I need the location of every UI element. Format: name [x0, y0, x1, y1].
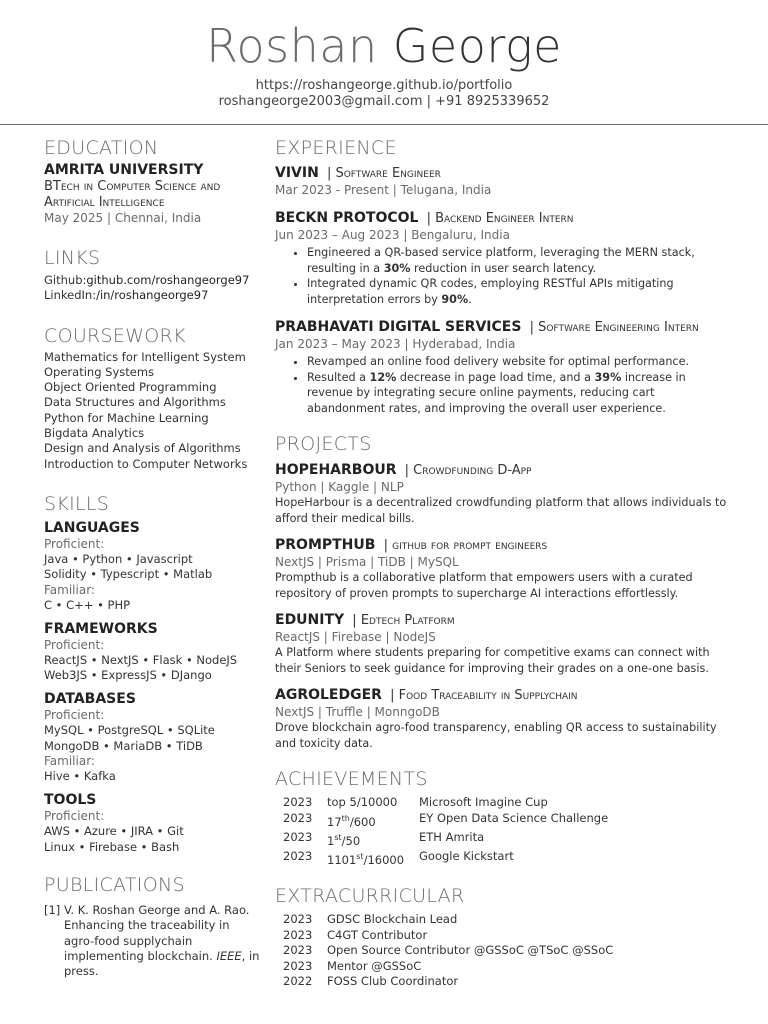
publication-number: [1]	[44, 902, 61, 917]
project-tag: Edtech Platform	[360, 613, 455, 628]
role-title: Software Engineering Intern	[538, 320, 699, 335]
role-separator: |	[525, 320, 539, 335]
experience-bullet	[307, 354, 735, 370]
skill-list: MySQL • PostgreSQL • SQLite	[44, 723, 215, 738]
skill-list: MongoDB • MariaDB • TiDB	[44, 738, 203, 753]
project-header	[275, 684, 735, 705]
project-entry	[275, 534, 735, 601]
skills-groups	[44, 519, 266, 855]
extracurricular-text: Open Source Contributor @GSSoC @TSoC @SSoC	[327, 943, 614, 958]
education-dates: May 2025 | Chennai, India	[44, 211, 202, 225]
publications-heading: PUBLICATIONS	[44, 873, 185, 896]
skill-group-title: FRAMEWORKS	[44, 620, 158, 637]
skills-heading: SKILLS	[44, 492, 110, 515]
achievement-rank	[327, 849, 419, 868]
achievement-year: 2023	[283, 810, 313, 825]
achievement-row	[283, 849, 608, 868]
github-label: Github:	[44, 273, 87, 287]
bullet-metric: 39%	[594, 370, 622, 384]
extracurricular-text: GDSC Blockchain Lead	[327, 912, 458, 927]
extracurricular-table	[283, 912, 613, 990]
role-separator: |	[322, 166, 336, 181]
extracurricular-row	[283, 974, 613, 990]
bullet-metric: 12%	[369, 370, 397, 384]
extracurricular-year: 2023	[283, 927, 313, 942]
project-stack: NextJS | Prisma | TiDB | MySQL	[275, 555, 459, 569]
project-description: Drove blockchain agro-food transparency, enabling QR access to sustainability and toxicity data.	[275, 721, 717, 750]
experience-meta: Jan 2023 – May 2023 | Hyderabad, India	[275, 337, 516, 351]
bullet-text: Resulted a	[307, 370, 370, 384]
achievement-event: Google Kickstart	[419, 849, 514, 864]
project-entry	[275, 459, 735, 526]
bullet-text: Integrated dynamic QR codes, employing RESTful APIs mitigating interpretation errors by	[307, 277, 674, 306]
achievements-table	[283, 795, 608, 868]
experience-bullets	[275, 245, 735, 307]
school-name: AMRITA UNIVERSITY	[44, 162, 204, 178]
achievement-rank	[327, 830, 419, 849]
education-heading: EDUCATION	[44, 137, 159, 159]
extracurricular-row	[283, 943, 613, 959]
achievement-row	[283, 795, 608, 811]
achievement-rank	[327, 795, 419, 811]
bullet-text: .	[468, 292, 472, 306]
experience-header	[275, 162, 735, 183]
coursework-item: Bigdata Analytics	[44, 426, 145, 441]
bullet-text: reduction in user search latency.	[410, 261, 597, 275]
extracurricular-text: FOSS Club Coordinator	[327, 974, 459, 989]
right-column	[275, 136, 735, 990]
resume-header	[0, 0, 768, 125]
company-name: PRABHAVATI DIGITAL SERVICES	[275, 319, 522, 335]
project-stack: Python | Kaggle | NLP	[275, 480, 404, 494]
skill-level-label: Proficient:	[44, 536, 105, 551]
rank-total: /16000	[363, 852, 405, 867]
coursework-item: Object Oriented Programming	[44, 380, 217, 395]
skill-list: Web3JS • ExpressJS • DJango	[44, 668, 212, 683]
role-title: Software Engineer	[335, 166, 441, 181]
skill-list: C • C++ • PHP	[44, 597, 131, 612]
bullet-text: increase in revenue by integrating secure online payments, reducing cart abandonment rates, and improving the overall user experience.	[307, 370, 686, 415]
extracurricular-text: Mentor @GSSoC	[327, 958, 422, 973]
project-entry	[275, 684, 735, 751]
publication-status: , in press.	[64, 948, 260, 979]
project-name: EDUNITY	[275, 612, 345, 628]
extracurricular-row	[283, 928, 613, 944]
bullet-metric: 30%	[383, 261, 411, 275]
extracurricular-year: 2023	[283, 912, 313, 927]
coursework-item: Mathematics for Intelligent System	[44, 349, 246, 364]
linkedin-link[interactable]	[44, 288, 266, 303]
publication-entry	[44, 903, 266, 979]
company-name: VIVIN	[275, 165, 319, 181]
project-description: Prompthub is a collaborative platform that empowers users with a curated repository of proven prompts to supercharge AI interactions effortlessly.	[275, 571, 693, 600]
rank-value: 1101	[327, 852, 357, 867]
project-header	[275, 459, 735, 480]
experience-bullets	[275, 354, 735, 416]
achievement-year: 2023	[283, 829, 313, 844]
skill-level-label: Familiar:	[44, 754, 95, 769]
coursework-item: Python for Machine Learning	[44, 410, 209, 425]
project-entry	[275, 609, 735, 676]
achievement-rank	[327, 811, 419, 830]
project-tag: github for prompt engineers	[392, 538, 548, 553]
company-name: BECKN PROTOCOL	[275, 210, 419, 226]
rank-total: /600	[349, 814, 376, 829]
extracurricular-text: C4GT Contributor	[327, 927, 428, 942]
experience-entry	[275, 162, 735, 198]
experience-bullet	[307, 276, 735, 307]
experience-meta: Mar 2023 - Present | Telugana, India	[275, 183, 492, 197]
left-column	[44, 136, 266, 979]
experience-meta: Jun 2023 – Aug 2023 | Bengaluru, India	[275, 228, 510, 242]
role-title: Backend Engineer Intern	[435, 211, 574, 226]
bullet-text: Revamped an online food delivery website for optimal performance.	[307, 355, 690, 368]
github-url[interactable]: github.com/roshangeorge97	[86, 273, 250, 287]
bullet-metric: 90%	[441, 292, 469, 306]
experience-entry	[275, 207, 735, 307]
skill-list: Java • Python • Javascript	[44, 551, 193, 566]
project-separator: |	[348, 613, 361, 628]
extracurricular-heading: EXTRACURRICULAR	[275, 885, 465, 908]
achievement-event: ETH Amrita	[419, 829, 485, 844]
experience-header	[275, 316, 735, 337]
skill-level-label: Proficient:	[44, 637, 105, 652]
achievement-row	[283, 811, 608, 830]
project-header	[275, 534, 735, 555]
github-link[interactable]	[44, 273, 266, 288]
candidate-name	[0, 18, 768, 74]
experience-entry	[275, 316, 735, 416]
rank-total: /50	[341, 833, 361, 848]
linkedin-label: LinkedIn:	[44, 288, 97, 303]
degree: BTech in Computer Science and Artificial Intelligence	[44, 179, 221, 210]
linkedin-url[interactable]: /in/roshangeorge97	[96, 288, 209, 303]
rank-ordinal: st	[334, 832, 342, 842]
skill-group-title: TOOLS	[44, 792, 97, 809]
skill-list: Solidity • Typescript • Matlab	[44, 567, 213, 582]
experience-bullet	[307, 370, 735, 417]
achievement-year: 2023	[283, 795, 313, 809]
extracurricular-year: 2022	[283, 974, 313, 989]
project-name: AGROLEDGER	[275, 687, 382, 703]
project-header	[275, 609, 735, 630]
links-heading: LINKS	[44, 247, 101, 269]
coursework-item: Introduction to Computer Networks	[44, 456, 248, 471]
experience-heading: EXPERIENCE	[275, 137, 397, 159]
project-separator: |	[385, 688, 399, 703]
skill-level-label: Familiar:	[44, 582, 95, 597]
extracurricular-year: 2023	[283, 943, 313, 958]
project-description: HopeHarbour is a decentralized crowdfunding platform that allows individuals to afford their medical bills.	[275, 496, 727, 525]
bullet-text: Engineered a QR-based service platform, leveraging the MERN stack, resulting in a	[307, 246, 695, 275]
extracurricular-year: 2023	[283, 958, 313, 973]
project-name: HOPEHARBOUR	[275, 462, 397, 478]
achievement-row	[283, 830, 608, 849]
project-separator: |	[379, 538, 393, 553]
publications-list	[44, 903, 266, 979]
project-stack: NextJS | Truffle | MonngoDB	[275, 705, 440, 719]
project-stack: ReactJS | Firebase | NodeJS	[275, 630, 436, 644]
rank-ordinal: th	[341, 813, 350, 823]
experience-header	[275, 207, 735, 228]
extracurricular-row	[283, 959, 613, 975]
project-tag: Crowdfunding D-App	[413, 463, 532, 478]
project-description: A Platform where students preparing for competitive exams can connect with their Seniors to seek guidance for improving their grades on a one-one basis.	[275, 646, 710, 675]
extracurricular-row	[283, 912, 613, 928]
skill-list: ReactJS • NextJS • Flask • NodeJS	[44, 652, 238, 667]
coursework-heading: COURSEWORK	[44, 324, 186, 347]
project-name: PROMPTHUB	[275, 537, 376, 553]
bullet-text: decrease in page load time, and a	[396, 370, 595, 384]
contact-line: roshangeorge2003@gmail.com | +91 8925339652	[218, 94, 550, 109]
projects-list	[275, 459, 735, 751]
coursework-item: Design and Analysis of Algorithms	[44, 441, 241, 456]
achievement-year: 2023	[283, 849, 313, 864]
achievement-event: EY Open Data Science Challenge	[419, 810, 609, 825]
skill-list: Hive • Kafka	[44, 769, 116, 784]
last-name: George	[392, 19, 562, 73]
experience-list	[275, 162, 735, 416]
coursework-item: Data Structures and Algorithms	[44, 395, 226, 410]
skill-group-title: LANGUAGES	[44, 519, 140, 536]
achievement-event: Microsoft Imagine Cup	[419, 795, 548, 809]
role-separator: |	[422, 211, 436, 226]
coursework-list	[44, 350, 266, 472]
achievements-heading: ACHIEVEMENTS	[275, 768, 428, 790]
portfolio-link[interactable]: https://roshangeorge.github.io/portfolio	[255, 78, 513, 93]
rank-value: 1	[327, 833, 335, 848]
project-tag: Food Traceability in Supplychain	[398, 688, 578, 703]
contact-block	[0, 78, 768, 110]
skill-level-label: Proficient:	[44, 809, 105, 824]
first-name: Roshan	[206, 19, 378, 73]
coursework-item: Operating Systems	[44, 364, 155, 379]
skill-list: Linux • Firebase • Bash	[44, 839, 180, 854]
publication-venue: IEEE	[216, 948, 242, 963]
project-separator: |	[400, 463, 414, 478]
rank-value: top 5/10000	[327, 795, 398, 809]
skill-group-title: DATABASES	[44, 691, 136, 708]
skill-level-label: Proficient:	[44, 708, 105, 723]
publication-citation: V. K. Roshan George and A. Rao. Enhancing the traceability in agro-food supplychain implementing blockchain.	[64, 902, 250, 963]
projects-heading: PROJECTS	[275, 433, 372, 455]
rank-ordinal: st	[356, 852, 364, 862]
experience-bullet	[307, 245, 735, 276]
rank-value: 17	[327, 814, 342, 829]
skill-list: AWS • Azure • JIRA • Git	[44, 824, 184, 839]
publication-text	[64, 903, 260, 979]
